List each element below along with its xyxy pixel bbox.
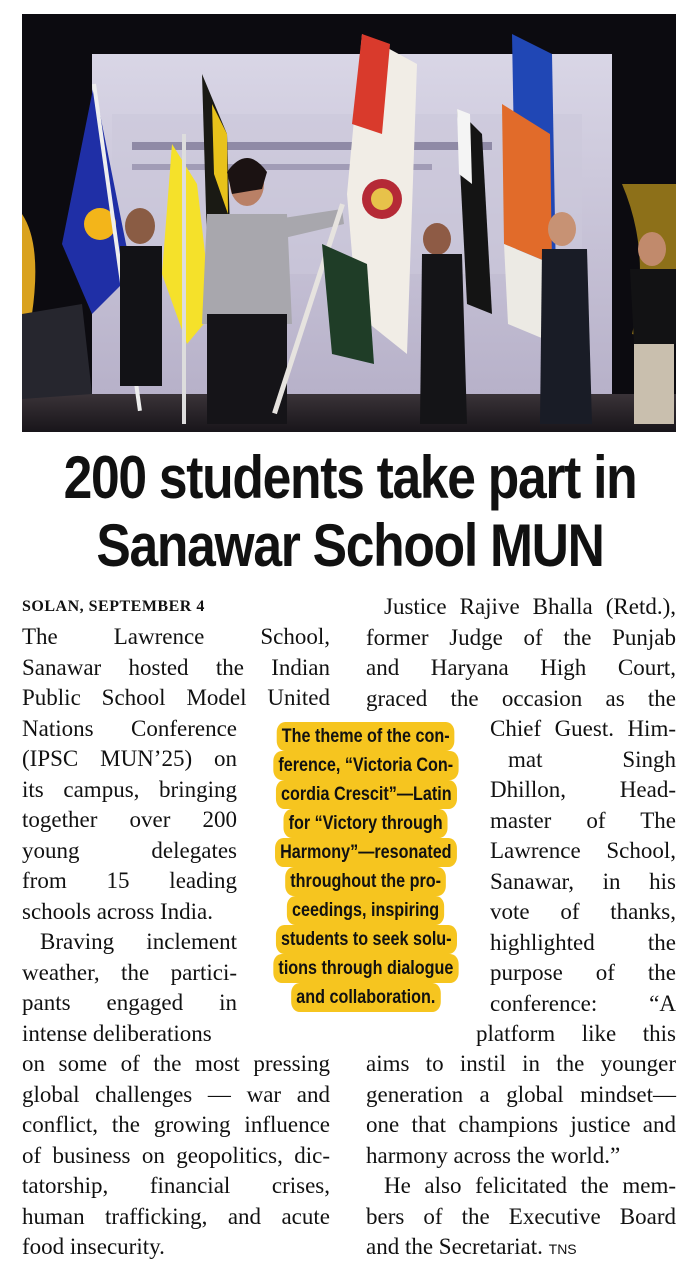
text-line: human trafficking, and acute — [22, 1203, 330, 1229]
text-line: master of The — [490, 807, 676, 833]
text-line: aims to instil in the younger — [366, 1051, 676, 1076]
text-line: He also felicitated the mem- — [384, 1173, 676, 1198]
news-photo — [22, 14, 676, 432]
column-2-wrap-end — [476, 1019, 676, 1050]
text-line: food insecurity. — [22, 1234, 165, 1259]
text-line: schools across India. — [22, 898, 213, 924]
pull-quote-line: ceedings, inspiring — [287, 896, 444, 925]
text-line: intense deliberations — [22, 1020, 212, 1046]
pull-quote-line: students to seek solu- — [276, 925, 457, 954]
text-line: highlighted the — [490, 929, 676, 955]
pull-quote-line: and collaboration. — [291, 983, 440, 1012]
pull-quote-line: for “Victory through — [284, 809, 448, 838]
closing-text: and the Secretariat. — [366, 1234, 543, 1259]
text-line: from 15 leading — [22, 868, 237, 893]
text-line: Sanawar, in his — [490, 868, 676, 894]
text-line: its campus, bringing — [22, 776, 237, 802]
ceremony-photo-illustration — [22, 14, 676, 432]
text-line: mat Singh — [508, 746, 676, 772]
text-line: tatorship, financial crises, — [22, 1173, 330, 1198]
text-line: young delegates — [22, 837, 237, 863]
text-line: global challenges — war and — [22, 1081, 330, 1107]
text-line: purpose of the — [490, 960, 676, 985]
text-line: one that champions justice and — [366, 1112, 676, 1137]
text-line — [366, 1232, 676, 1265]
text-line: of business on geopolitics, dic- — [22, 1142, 330, 1168]
pull-quote-line: ference, “Victoria Con- — [274, 751, 459, 780]
text-line: The Lawrence School, — [22, 624, 330, 649]
text-line: Braving inclement — [40, 929, 237, 954]
text-line: conference: “A — [490, 990, 676, 1016]
text-line: on some of the most pressing — [22, 1051, 330, 1076]
text-line: Nations Conference — [22, 715, 237, 741]
text-line: Public School Model United — [22, 685, 330, 710]
pull-quote-line: throughout the pro- — [286, 867, 447, 896]
text-line: former Judge of the Punjab — [366, 624, 676, 650]
text-line: weather, the partici- — [22, 959, 237, 985]
column-2 — [366, 592, 676, 714]
text-line: pants engaged in — [22, 990, 237, 1015]
credit: TNS — [548, 1241, 577, 1257]
pull-quote — [250, 722, 482, 1022]
text-line: (IPSC MUN’25) on — [22, 746, 237, 771]
pull-quote-line: cordia Crescit”—Latin — [276, 780, 457, 809]
text-line: vote of thanks, — [490, 899, 676, 924]
headline-line-2: Sanawar School MUN — [96, 512, 604, 579]
column-2-wrap — [490, 714, 676, 1019]
text-line: harmony across the world.” — [366, 1142, 621, 1168]
pull-quote-line: Harmony”—resonated — [275, 838, 457, 867]
text-line: Chief Guest. Him- — [490, 716, 676, 741]
pull-quote-line: tions through dialogue — [273, 954, 458, 983]
text-line: Lawrence School, — [490, 838, 676, 863]
pull-quote-line: The theme of the con- — [277, 722, 455, 751]
text-line: and Haryana High Court, — [366, 655, 676, 680]
dateline: SOLAN, SEPTEMBER 4 — [22, 598, 205, 615]
text-line: Sanawar hosted the Indian — [22, 654, 330, 680]
text-line: together over 200 — [22, 807, 237, 832]
text-line: bers of the Executive Board — [366, 1203, 676, 1229]
column-2-bottom — [366, 1049, 676, 1265]
headline-line-1: 200 students take part in — [63, 444, 637, 511]
headline — [59, 444, 640, 580]
text-line: graced the occasion as the — [366, 685, 676, 711]
text-line: generation a global mindset— — [366, 1081, 676, 1107]
text-line: Dhillon, Head- — [490, 777, 676, 802]
text-line: conflict, the growing influence — [22, 1112, 330, 1137]
text-line: platform like this — [476, 1021, 676, 1046]
text-line: Justice Rajive Bhalla (Retd.), — [384, 594, 676, 619]
